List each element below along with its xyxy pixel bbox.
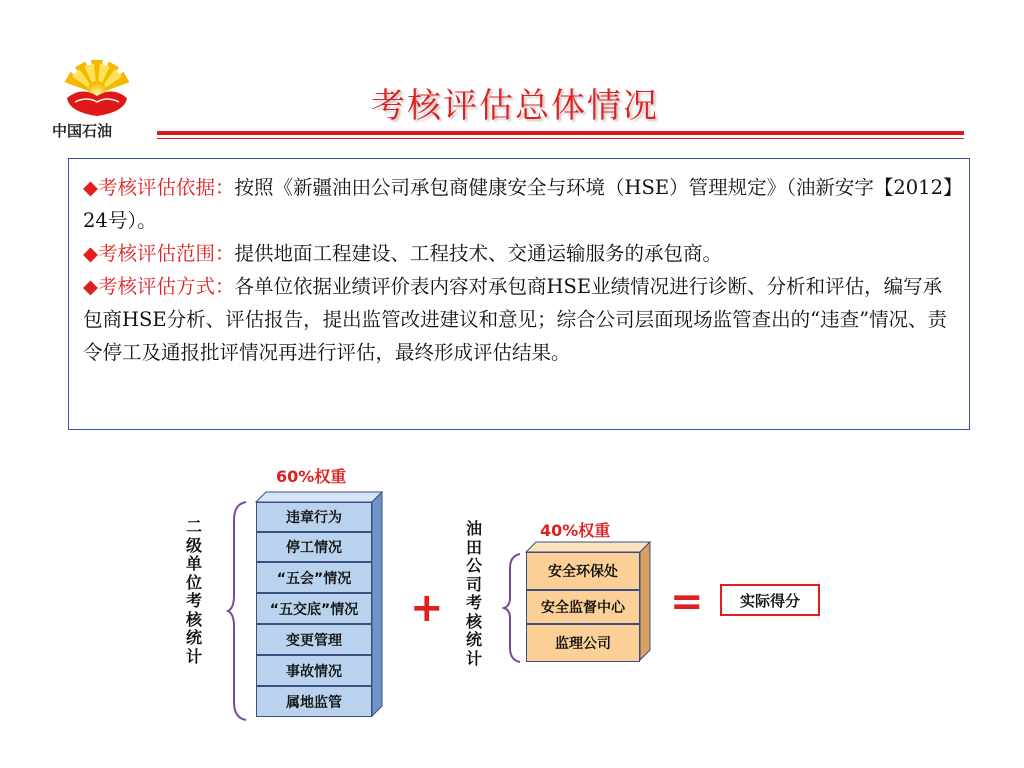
left-group-label: 二级单位考核统计 xyxy=(185,517,202,666)
right-item: 安全监督中心 xyxy=(526,590,640,624)
page-title: 考核评估总体情况 xyxy=(371,86,659,126)
left-weight-label: 60%权重 xyxy=(276,467,347,486)
left-item: “五会”情况 xyxy=(256,562,372,593)
right-item: 监理公司 xyxy=(526,624,640,662)
left-item: 停工情况 xyxy=(256,532,372,562)
left-item: 属地监管 xyxy=(256,686,372,717)
equals-sign: = xyxy=(670,579,704,625)
plus-sign: + xyxy=(410,585,444,631)
petrochina-logo xyxy=(52,52,142,147)
info-box xyxy=(68,158,970,430)
left-item: 变更管理 xyxy=(256,624,372,655)
info-basis xyxy=(83,171,955,237)
right-brace-icon xyxy=(502,552,524,664)
left-item: “五交底”情况 xyxy=(256,593,372,624)
title-rule xyxy=(157,131,964,135)
logo-text: 中国石油 xyxy=(52,122,113,140)
info-scope-label: ◆考核评估范围： xyxy=(83,242,235,265)
left-brace-icon xyxy=(226,500,250,722)
left-item: 事故情况 xyxy=(256,655,372,686)
right-weight-label: 40%权重 xyxy=(540,521,611,540)
info-scope-text: 提供地面工程建设、工程技术、交通运输服务的承包商。 xyxy=(234,242,723,265)
info-method-label: ◆考核评估方式： xyxy=(83,275,235,298)
info-basis-text: 按照《新疆油田公司承包商健康安全与环境（HSE）管理规定》（油新安字【2012】24号）。 xyxy=(83,176,953,232)
right-item: 安全环保处 xyxy=(526,552,640,590)
left-item: 违章行为 xyxy=(256,502,372,532)
right-group-label: 油田公司考核统计 xyxy=(465,519,482,668)
info-method-text: 各单位依据业绩评价表内容对承包商HSE业绩情况进行诊断、分析和评估，编写承包商HSE分析、评估报告，提出监管改进建议和意见；综合公司层面现场监管查出的“违查”情况、责令停工及通报批评情况再进行评估，最终形成评估结果。 xyxy=(83,275,948,364)
sun-flower-icon xyxy=(52,52,142,118)
info-scope xyxy=(83,237,955,270)
title-rule-thin xyxy=(157,138,964,139)
result-box: 实际得分 xyxy=(720,584,820,616)
info-method xyxy=(83,270,955,369)
info-basis-label: ◆考核评估依据： xyxy=(83,176,235,199)
